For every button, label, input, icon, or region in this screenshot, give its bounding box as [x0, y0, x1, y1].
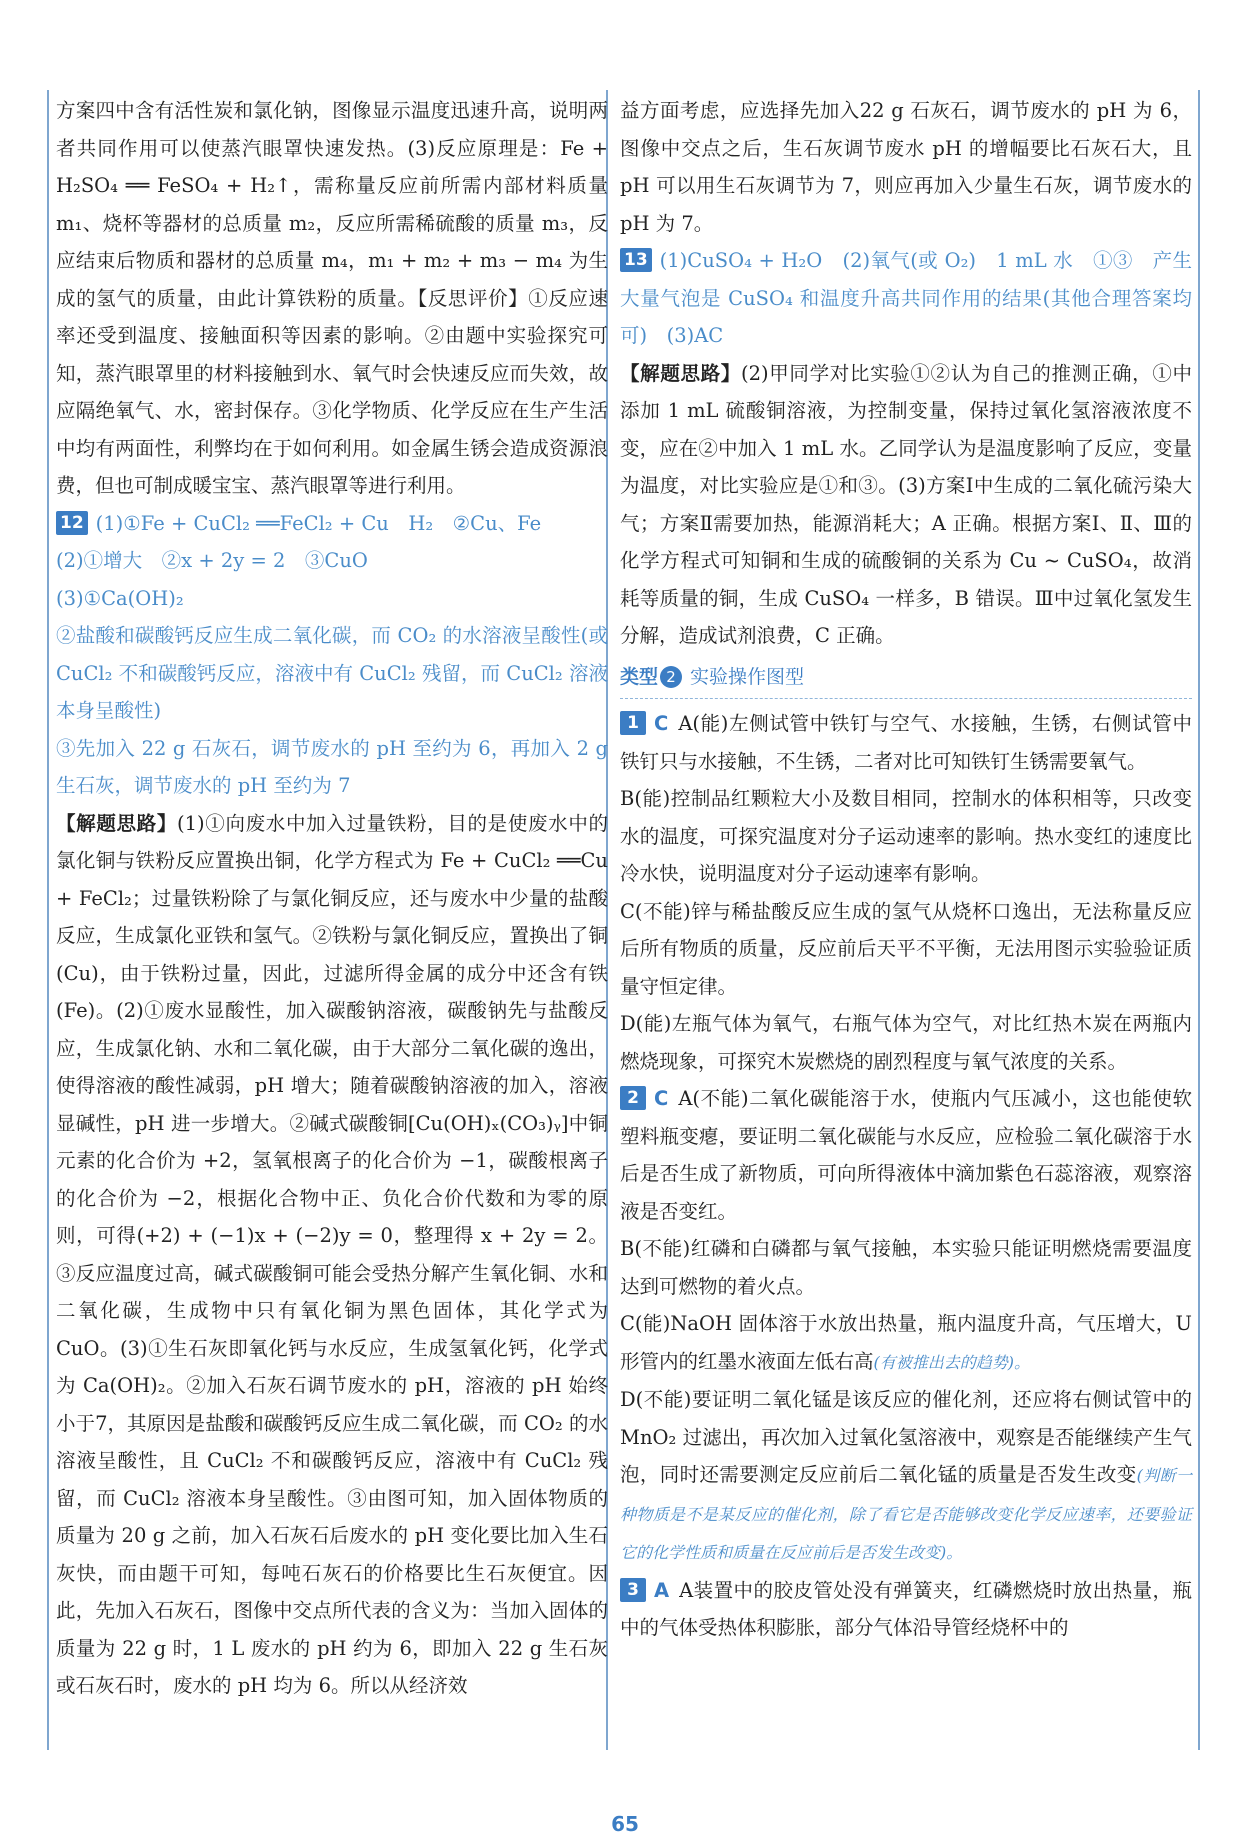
answer-block-3: [620, 1572, 1192, 1647]
handwritten-note: (判断一种物质是不是某反应的催化剂，除了看它是否能够改变化学反应速率，还要验证它的化学性质和质量在反应前后是否发生改变)。: [620, 1466, 1192, 1562]
option-line: B(能)控制品红颗粒大小及数目相同，控制水的体积相等，只改变水的温度，可探究温度对分子运动速率的影响。热水变红的速度比冷水快，说明温度对分子运动速率有影响。: [620, 787, 1192, 885]
solution-explanation: [56, 805, 608, 1705]
answer-letter: A: [654, 1578, 670, 1602]
section-header: [620, 659, 1192, 700]
question-number-badge: 12: [56, 511, 88, 535]
paragraph: 方案四中含有活性炭和氯化钠，图像显示温度迅速升高，说明两者共同作用可以使蒸汽眼罩快速发热。(3)反应原理是：Fe + H₂SO₄ ══ FeSO₄ + H₂↑，需称量反应前所需内部材料质量 m₁、烧杯等器材的总质量 m₂，反应所需稀硫酸的质量 m₃，反应结束后物质和器材的总质量 m₄，m₁ + m₂ + m₃ − m₄ 为生成的氢气的质量，由此计算铁粉的质量。【反思评价】①反应速率还受到温度、接触面积等因素的影响。②由题中实验探究可知，蒸汽眼罩里的材料接触到水、氧气时会快速反应而失效，故应隔绝氧气、水，密封保存。③化学物质、化学反应在生产生活中均有两面性，利弊均在于如何利用。如金属生锈会造成资源浪费，但也可制成暖宝宝、蒸汽眼罩等进行利用。: [56, 99, 608, 497]
page-footer: [0, 1812, 1250, 1836]
answer-block-2: [620, 1080, 1192, 1572]
answer-letter: C: [654, 1087, 669, 1110]
option-line: [620, 1305, 1192, 1381]
answer-block-12: [56, 505, 608, 1705]
solution-text: (2)甲同学对比实验①②认为自己的推测正确，①中添加 1 mL 硫酸铜溶液，为控制变量，保持过氧化氢溶液浓度不变，应在②中加入 1 mL 水。乙同学认为是温度影响了反应，变量为温度，对比实验应是①和③。(3)方案Ⅰ中生成的二氧化硫污染大气；方案Ⅱ需要加热，能源消耗大；A 正确。根据方案Ⅰ、Ⅱ、Ⅲ的化学方程式可知铜和生成的硫酸铜的关系为 Cu ~ CuSO₄，故消耗等质量的铜，生成 CuSO₄ 一样多，B 错误。Ⅲ中过氧化氢发生分解，造成试剂浪费，C 正确。: [620, 361, 1192, 647]
option-line: [620, 1381, 1192, 1572]
page-number: 65: [611, 1812, 639, 1836]
option-line: [620, 705, 1192, 780]
option-text: D(不能)要证明二氧化锰是该反应的催化剂，还应将右侧试管中的 MnO₂ 过滤出，再次加入过氧化氢溶液中，观察是否能继续产生气泡，同时还需要测定反应前后二氧化锰的质量是否发生改变: [620, 1388, 1192, 1486]
answer-letter: C: [654, 712, 669, 735]
left-margin-line: [47, 90, 49, 1750]
option-text: A(不能)二氧化碳能溶于水，使瓶内气压减小，这也能使软塑料瓶变瘪，要证明二氧化碳能与水反应，应检验二氧化碳溶于水后是否生成了新物质，可向所得液体中滴加紫色石蕊溶液，观察溶液是否变红。: [620, 1087, 1192, 1223]
option-line: B(不能)红磷和白磷都与氧气接触，本实验只能证明燃烧需要温度达到可燃物的着火点。: [620, 1237, 1192, 1298]
section-title: 实验操作图型: [690, 665, 805, 688]
question-number-badge: 2: [620, 1086, 646, 1110]
option-line: [620, 1572, 1192, 1647]
answer-block-13: [620, 242, 1192, 655]
answer-line: ②盐酸和碳酸钙反应生成二氧化碳，而 CO₂ 的水溶液呈酸性(或 CuCl₂ 不和碳酸钙反应，溶液中有 CuCl₂ 残留，而 CuCl₂ 溶液本身呈酸性): [56, 624, 608, 722]
answer-line: [620, 242, 1192, 355]
answer-line: [56, 505, 608, 543]
answer-text: (1)CuSO₄ + H₂O (2)氧气(或 O₂) 1 mL 水 ①③ 产生大量气泡是 CuSO₄ 和温度升高共同作用的结果(其他合理答案均可) (3)AC: [620, 249, 1192, 347]
option-text: C(能)NaOH 固体溶于水放出热量，瓶内温度升高，气压增大，U 形管内的红墨水液面左低右高: [620, 1312, 1192, 1373]
solution-explanation: [620, 355, 1192, 655]
solution-label: 【解题思路】: [56, 811, 178, 835]
left-column: [56, 92, 608, 1705]
type-label: 类型: [620, 665, 659, 688]
paragraph: 益方面考虑，应选择先加入22 g 石灰石，调节废水的 pH 为 6，图像中交点之后，生石灰调节废水 pH 的增幅要比石灰石大，且 pH 可以用生石灰调节为 7，则应再加入少量生石灰，调节废水的 pH 为 7。: [620, 99, 1192, 235]
solution-text: (1)①向废水中加入过量铁粉，目的是使废水中的氯化铜与铁粉反应置换出铜，化学方程式为 Fe + CuCl₂ ══Cu + FeCl₂；过量铁粉除了与氯化铜反应，还与废水中少量的盐酸反应，生成氯化亚铁和氢气。②铁粉与氯化铜反应，置换出了铜(Cu)，由于铁粉过量，因此，过滤所得金属的成分中还含有铁(Fe)。(2)①废水显酸性，加入碳酸钠溶液，碳酸钠先与盐酸反应，生成氯化钠、水和二氧化碳，由于大部分二氧化碳的逸出，使得溶液的酸性减弱，pH 增大；随着碳酸钠溶液的加入，溶液显碱性，pH 进一步增大。②碱式碳酸铜[Cu(OH)ₓ(CO₃)ᵧ]中铜元素的化合价为 +2，氢氧根离子的化合价为 −1，碳酸根离子的化合价为 −2，根据化合物中正、负化合价代数和为零的原则，可得(+2) + (−1)x + (−2)y = 0，整理得 x + 2y = 2。③反应温度过高，碱式碳酸铜可能会受热分解产生氧化铜、水和二氧化碳，生成物中只有氧化铜为黑色固体，其化学式为 CuO。(3)①生石灰即氧化钙与水反应，生成氢氧化钙，化学式为 Ca(OH)₂。②加入石灰石调节废水的 pH，溶液的 pH 始终小于7，其原因是盐酸和碳酸钙反应生成二氧化碳，而 CO₂ 的水溶液呈酸性，且 CuCl₂ 不和碳酸钙反应，溶液中有 CuCl₂ 残留，而 CuCl₂ 溶液本身呈酸性。③由图可知，加入固体物质的质量为 20 g 之前，加入石灰石后废水的 pH 变化要比加入生石灰快，而由题干可知，每吨石灰石的价格要比生石灰便宜。因此，先加入石灰石，图像中交点所代表的含义为：当加入固体的质量为 22 g 时，1 L 废水的 pH 约为 6，即加入 22 g 生石灰或石灰石时，废水的 pH 均为 6。所以从经济效: [56, 811, 608, 1697]
option-text: A装置中的胶皮管处没有弹簧夹，红磷燃烧时放出热量，瓶中的气体受热体积膨胀，部分气体沿导管经烧杯中的: [620, 1578, 1192, 1639]
question-number-badge: 3: [620, 1578, 646, 1602]
type-number-badge: 2: [660, 666, 682, 688]
right-column: [620, 92, 1192, 1647]
handwritten-note: (有被推出去的趋势)。: [873, 1352, 1031, 1372]
question-number-badge: 13: [620, 248, 652, 272]
right-margin-line: [1198, 90, 1200, 1750]
answer-line: ③先加入 22 g 石灰石，调节废水的 pH 至约为 6，再加入 2 g 生石灰，调节废水的 pH 至约为 7: [56, 736, 608, 797]
answer-line: (3)①Ca(OH)₂: [56, 586, 184, 610]
option-line: D(能)左瓶气体为氧气，右瓶气体为空气，对比红热木炭在两瓶内燃烧现象，可探究木炭燃烧的剧烈程度与氧气浓度的关系。: [620, 1012, 1192, 1073]
solution-label: 【解题思路】: [620, 361, 741, 385]
answer-text: (1)①Fe + CuCl₂ ══FeCl₂ + Cu H₂ ②Cu、Fe: [95, 511, 542, 535]
option-text: A(能)左侧试管中铁钉与空气、水接触，生锈，右侧试管中铁钉只与水接触，不生锈，二者对比可知铁钉生锈需要氧气。: [620, 712, 1192, 773]
question-number-badge: 1: [620, 711, 646, 735]
option-line: [620, 1080, 1192, 1230]
option-line: C(不能)锌与稀盐酸反应生成的氢气从烧杯口逸出，无法称量反应后所有物质的质量，反应前后天平不平衡，无法用图示实验验证质量守恒定律。: [620, 899, 1192, 998]
answer-block-1: [620, 705, 1192, 1080]
answer-line: (2)①增大 ②x + 2y = 2 ③CuO: [56, 549, 368, 572]
